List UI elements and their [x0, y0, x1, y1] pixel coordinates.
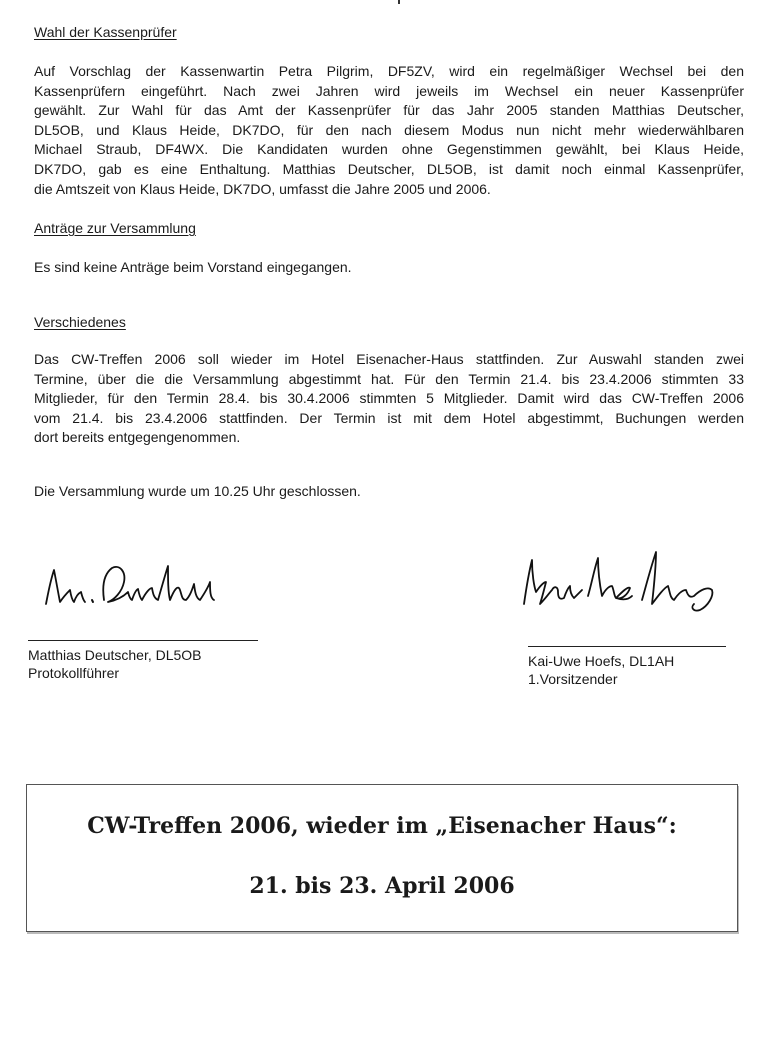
paragraph-line: Michael Straub, DF4WX. Die Kandidaten wurden ohne Gegenstimmen gewählt, bei Klaus Heide, — [34, 141, 744, 158]
paragraph-line: DL5OB, und Klaus Heide, DK7DO, für den nach diesem Modus nun nicht mehr wiederwählbaren — [34, 121, 744, 138]
paragraph-line: DK7DO, gab es eine Enthaltung. Matthias Deutscher, DL5OB, ist damit noch einmal Kassenprüfer, — [34, 160, 744, 177]
paragraph-line: die Amtszeit von Klaus Heide, DK7DO, umfasst die Jahre 2005 und 2006. — [34, 180, 491, 197]
paragraph-line: gewählt. Zur Wahl für das Amt der Kassenprüfer für das Jahr 2005 standen Matthias Deutscher, — [34, 102, 744, 119]
page-mark — [398, 0, 400, 4]
paragraph-line: Mitglieder, für den Termin 28.4. bis 30.4.2006 stimmten 5 Mitglieder. Damit wird das CW-Treffen 2006 — [34, 390, 744, 407]
paragraph-line: dort bereits entgegengenommen. — [34, 429, 241, 446]
closing-statement — [34, 482, 744, 502]
paragraph-kassenpruefer — [34, 62, 744, 199]
signature-left — [38, 556, 248, 616]
announcement-box — [26, 784, 738, 932]
announcement-line-1: CW-Treffen 2006, wieder im „Eisenacher Haus“: — [87, 813, 677, 839]
signer-right-name: Kai-Uwe Hoefs, DL1AH — [528, 653, 675, 669]
paragraph-line: vom 21.4. bis 23.4.2006 stattfinden. Der Termin ist mit dem Hotel abgestimmt, Buchungen werden — [34, 409, 744, 426]
paragraph-line: Termine, über die die Versammlung abgestimmt hat. Für den Termin 21.4. bis 23.4.2006 stimmten 33 — [34, 370, 744, 387]
paragraph-verschiedenes — [34, 350, 744, 448]
paragraph-line: Kassenprüfern eingeführt. Nach zwei Jahren wird jeweils im Wechsel ein neuer Kassenprüfer — [34, 82, 744, 99]
signature-right — [518, 546, 728, 618]
section-heading-antraege: Anträge zur Versammlung — [34, 220, 196, 236]
section-heading-kassenpruefer: Wahl der Kassenprüfer — [34, 24, 177, 40]
section-heading-verschiedenes: Verschiedenes — [34, 314, 126, 330]
paragraph-antraege — [34, 258, 744, 278]
signer-left-name: Matthias Deutscher, DL5OB — [28, 647, 202, 663]
signer-right-role: 1.Vorsitzender — [528, 671, 618, 687]
paragraph-line: Auf Vorschlag der Kassenwartin Petra Pilgrim, DF5ZV, wird ein regelmäßiger Wechsel bei den — [34, 63, 744, 79]
closing-text: Die Versammlung wurde um 10.25 Uhr geschlossen. — [34, 483, 361, 499]
paragraph-line: Das CW-Treffen 2006 soll wieder im Hotel Eisenacher-Haus stattfinden. Zur Auswahl standen zwei — [34, 351, 744, 367]
signer-left-role: Protokollführer — [28, 665, 120, 681]
paragraph-line: Es sind keine Anträge beim Vorstand eingegangen. — [34, 259, 352, 275]
signature-left-drawing — [38, 556, 248, 616]
announcement-line-2: 21. bis 23. April 2006 — [249, 873, 515, 899]
signature-right-drawing — [518, 546, 728, 618]
signature-line-right — [528, 646, 726, 647]
signature-line-left — [28, 640, 258, 641]
